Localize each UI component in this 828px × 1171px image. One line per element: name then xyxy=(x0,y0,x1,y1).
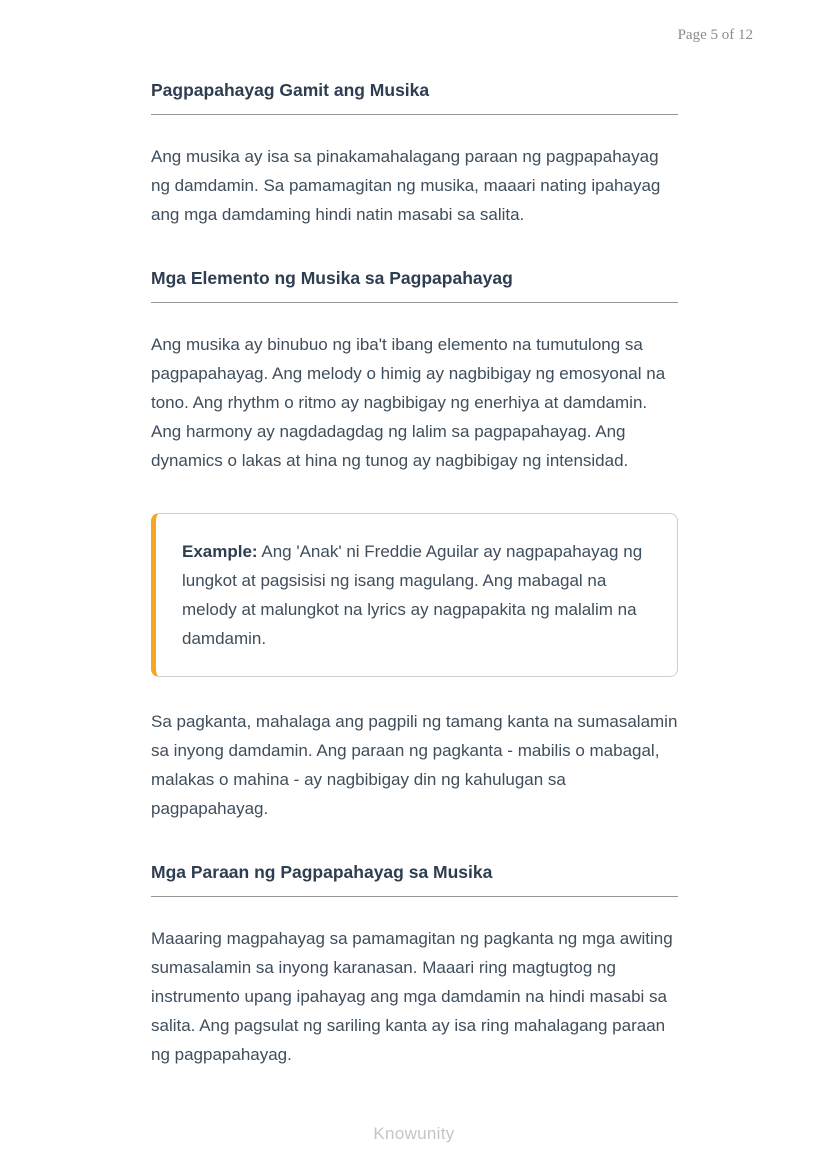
paragraph: Sa pagkanta, mahalaga ang pagpili ng tamang kanta na sumasalamin sa inyong damdamin. Ang paraan ng pagkanta - mabilis o mabagal, malakas o mahina - ay nagbibigay din ng kahulugan sa pagpapahayag. xyxy=(151,712,678,818)
footer-brand-watermark: Knowunity xyxy=(373,1124,455,1143)
document-content xyxy=(151,79,678,1107)
page-number-label: Page 5 of 12 xyxy=(677,27,753,43)
paragraph: Ang musika ay isa sa pinakamahalagang paraan ng pagpapahayag ng damdamin. Sa pamamagitan ng musika, maaari nating ipahayag ang mga damdaming hindi natin masabi sa salita. xyxy=(151,147,661,224)
section-heading: Mga Elemento ng Musika sa Pagpapahayag xyxy=(151,267,678,303)
example-label: Example: xyxy=(182,542,258,561)
paragraph: Maaaring magpahayag sa pamamagitan ng pagkanta ng mga awiting sumasalamin sa inyong karanasan. Maaari ring magtugtog ng instrumento upang ipahayag ang mga damdamin na hindi masabi sa salita. Ang pagsulat ng sariling kanta ay isa ring mahalagang paraan ng pagpapahayag. xyxy=(151,929,673,1064)
section-heading: Pagpapahayag Gamit ang Musika xyxy=(151,79,678,115)
paragraph: Ang musika ay binubuo ng iba't ibang elemento na tumutulong sa pagpapahayag. Ang melody o himig ay nagbibigay ng emosyonal na tono. Ang rhythm o ritmo ay nagbibigay ng enerhiya at damdamin. Ang harmony ay nagdadagdag ng lalim sa pagpapahayag. Ang dynamics o lakas at hina ng tunog ay nagbibigay ng intensidad. xyxy=(151,335,666,470)
section-mga-paraan-ng-pagpapahayag xyxy=(151,861,678,1069)
section-mga-elemento-ng-musika xyxy=(151,267,678,823)
example-text xyxy=(182,537,651,653)
example-body-text: Ang 'Anak' ni Freddie Aguilar ay nagpapahayag ng lungkot at pagsisisi ng isang magulang. Ang mabagal na melody at malungkot na lyrics ay nagpapakita ng malalim na damdamin. xyxy=(182,542,643,648)
example-callout-box xyxy=(151,513,678,677)
section-heading: Mga Paraan ng Pagpapahayag sa Musika xyxy=(151,861,678,897)
section-pagpapahayag-gamit-ang-musika xyxy=(151,79,678,229)
